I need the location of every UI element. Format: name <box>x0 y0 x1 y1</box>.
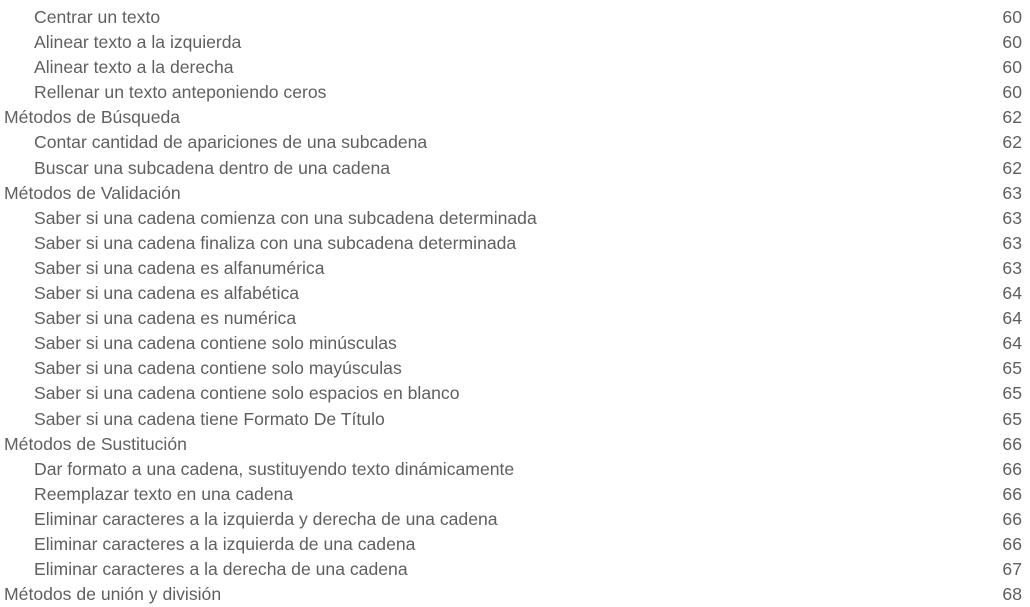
toc-entry-page: 66 <box>1002 483 1022 504</box>
toc-entry-page: 63 <box>1002 182 1022 203</box>
toc-entry[interactable] <box>0 30 1030 55</box>
toc-entry-title: Saber si una cadena tiene Formato De Título <box>34 408 385 429</box>
toc-entry-title: Saber si una cadena es alfabética <box>34 283 300 304</box>
toc-entry-title: Buscar una subcadena dentro de una cadena <box>34 157 391 178</box>
toc-entry[interactable] <box>0 507 1030 532</box>
toc-entry-page: 68 <box>1002 584 1022 605</box>
toc-entry-page: 66 <box>1002 533 1022 554</box>
toc-entry[interactable] <box>0 130 1030 155</box>
toc-entry[interactable] <box>0 381 1030 406</box>
toc-entry-title: Saber si una cadena es alfanumérica <box>34 257 325 278</box>
toc-entry[interactable] <box>0 356 1030 381</box>
toc-section-title: Métodos de Validación <box>4 182 181 203</box>
toc-entry-page: 67 <box>1002 559 1022 580</box>
toc-entry-title: Alinear texto a la izquierda <box>34 32 242 53</box>
toc-entry[interactable] <box>0 256 1030 281</box>
toc-section-entry[interactable] <box>0 582 1030 607</box>
toc-entry-page: 66 <box>1002 433 1022 454</box>
toc-entry-page: 60 <box>1002 32 1022 53</box>
toc-entry[interactable] <box>0 557 1030 582</box>
toc-entry[interactable] <box>0 331 1030 356</box>
toc-entry[interactable] <box>0 206 1030 231</box>
toc-entry-page: 64 <box>1002 308 1022 329</box>
toc-entry-page: 62 <box>1002 107 1022 128</box>
toc-entry-page: 62 <box>1002 157 1022 178</box>
toc-entry-title: Saber si una cadena contiene solo espacios en blanco <box>34 383 460 404</box>
toc-entry-title: Eliminar caracteres a la izquierda de una cadena <box>34 533 416 554</box>
toc-entry[interactable] <box>0 55 1030 80</box>
toc-entry-page: 64 <box>1002 333 1022 354</box>
toc-section-entry[interactable] <box>0 105 1030 130</box>
toc-section-entry[interactable] <box>0 181 1030 206</box>
toc-entry[interactable] <box>0 5 1030 30</box>
toc-entry-page: 60 <box>1002 82 1022 103</box>
toc-section-title: Métodos de unión y división <box>4 584 222 605</box>
toc-entry-title: Saber si una cadena contiene solo mayúsculas <box>34 358 402 379</box>
toc-entry-title: Dar formato a una cadena, sustituyendo texto dinámicamente <box>34 458 515 479</box>
toc-entry-page: 60 <box>1002 57 1022 78</box>
toc-entry[interactable] <box>0 306 1030 331</box>
toc-entry-title: Centrar un texto <box>34 7 161 27</box>
toc-entry-title: Rellenar un texto anteponiendo ceros <box>34 82 327 103</box>
toc-entry[interactable] <box>0 281 1030 306</box>
toc-entry-title: Eliminar caracteres a la izquierda y derecha de una cadena <box>34 508 498 529</box>
toc-entry-page: 64 <box>1002 283 1022 304</box>
toc-entry-title: Saber si una cadena es numérica <box>34 308 297 329</box>
toc-section-entry[interactable] <box>0 432 1030 457</box>
toc-entry[interactable] <box>0 407 1030 432</box>
toc-entry-title: Reemplazar texto en una cadena <box>34 483 294 504</box>
toc-entry[interactable] <box>0 532 1030 557</box>
toc-entry-title: Eliminar caracteres a la derecha de una cadena <box>34 559 408 580</box>
toc-entry-page: 63 <box>1002 232 1022 253</box>
toc-entry-page: 66 <box>1002 458 1022 479</box>
table-of-contents <box>0 5 1030 607</box>
toc-entry-page: 63 <box>1002 207 1022 228</box>
toc-entry-page: 65 <box>1002 383 1022 404</box>
toc-entry-page: 63 <box>1002 257 1022 278</box>
toc-entry[interactable] <box>0 482 1030 507</box>
toc-section-title: Métodos de Búsqueda <box>4 107 181 128</box>
toc-entry-page: 65 <box>1002 358 1022 379</box>
toc-entry-page: 62 <box>1002 132 1022 153</box>
toc-entry[interactable] <box>0 80 1030 105</box>
toc-entry-title: Alinear texto a la derecha <box>34 57 234 78</box>
toc-entry[interactable] <box>0 156 1030 181</box>
toc-entry[interactable] <box>0 457 1030 482</box>
toc-entry-title: Contar cantidad de apariciones de una subcadena <box>34 132 428 153</box>
toc-entry-title: Saber si una cadena contiene solo minúsculas <box>34 333 397 354</box>
toc-section-title: Métodos de Sustitución <box>4 433 187 454</box>
toc-entry-page: 65 <box>1002 408 1022 429</box>
toc-entry-page: 66 <box>1002 508 1022 529</box>
toc-entry[interactable] <box>0 231 1030 256</box>
toc-entry-title: Saber si una cadena comienza con una subcadena determinada <box>34 207 537 228</box>
toc-entry-title: Saber si una cadena finaliza con una subcadena determinada <box>34 232 517 253</box>
toc-entry-page: 60 <box>1002 7 1022 27</box>
